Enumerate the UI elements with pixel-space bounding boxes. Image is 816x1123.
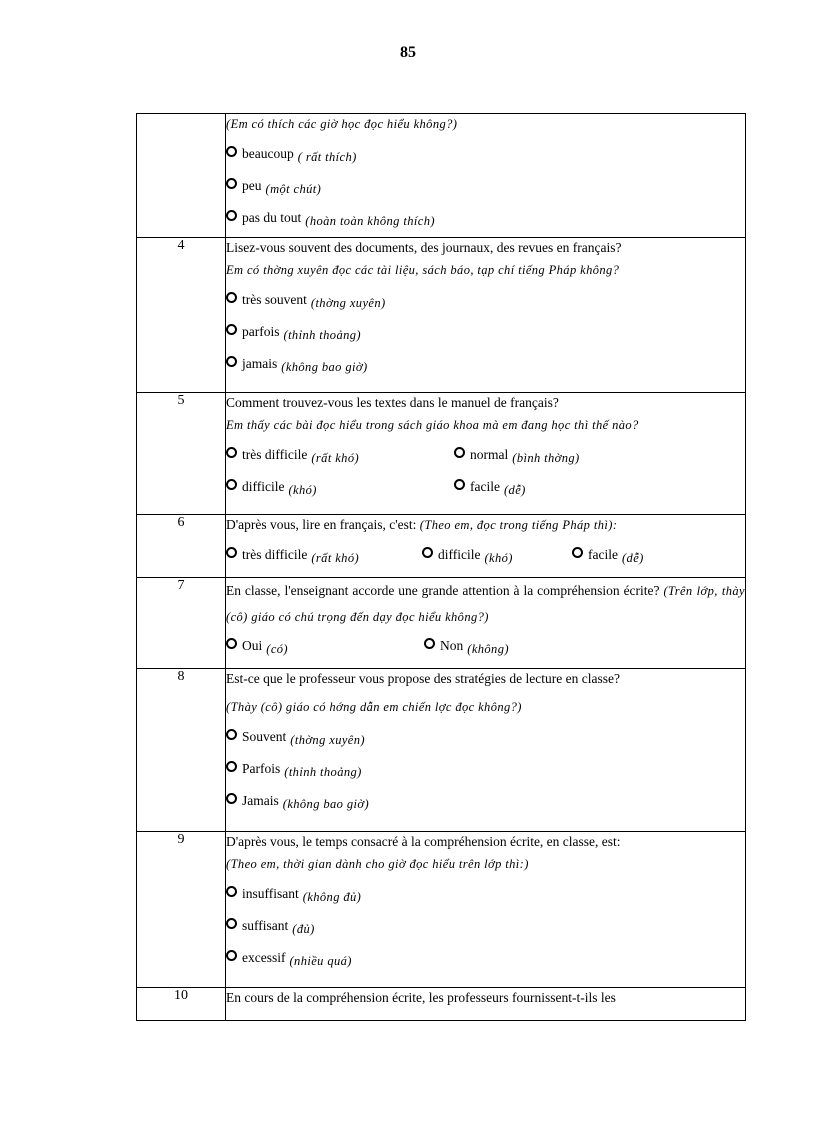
option[interactable] (226, 170, 745, 202)
option-vi: (đủ) (292, 921, 315, 936)
question-fr: En cours de la compréhension écrite, les professeurs fournissent-t-ils les (226, 990, 616, 1005)
radio-circle-icon (226, 729, 237, 740)
option[interactable] (226, 202, 745, 234)
option[interactable] (226, 439, 454, 471)
table-row (137, 988, 746, 1021)
option-vi: (dễ) (503, 482, 526, 497)
radio-circle-icon (226, 793, 237, 804)
option-fr: facile (588, 547, 618, 562)
option-vi: (nhiều quá) (289, 953, 352, 968)
option-fr: peu (242, 178, 262, 193)
radio-circle-icon (226, 146, 237, 157)
option-vi: (rất khó) (311, 450, 360, 465)
option-vi: (thỉnh thoảng) (283, 327, 361, 342)
table-row (137, 832, 746, 988)
option[interactable] (454, 471, 682, 503)
radio-circle-icon (424, 638, 435, 649)
question-cell (226, 114, 746, 238)
question-cell (226, 832, 746, 988)
option[interactable] (422, 547, 572, 563)
option-fr: Jamais (242, 793, 279, 808)
question-number: 9 (137, 832, 226, 988)
radio-circle-icon (226, 886, 237, 897)
question-number: 4 (137, 238, 226, 393)
option-vi: ( rất thích) (297, 149, 357, 164)
option[interactable] (226, 942, 745, 974)
option[interactable] (226, 910, 745, 942)
option[interactable] (226, 284, 745, 316)
radio-circle-icon (226, 356, 237, 367)
table-row (137, 578, 746, 669)
question-vi: Em có thờng xuyên đọc các tài liệu, sách báo, tạp chí tiếng Pháp không? (226, 263, 620, 277)
question-cell (226, 393, 746, 515)
option[interactable] (226, 471, 454, 503)
question-fr: D'après vous, lire en français, c'est: (226, 517, 417, 532)
radio-circle-icon (454, 479, 465, 490)
option-vi: (không) (467, 641, 509, 656)
radio-circle-icon (226, 178, 237, 189)
question-fr: D'après vous, le temps consacré à la compréhension écrite, en classe, est: (226, 834, 621, 849)
question-number: 7 (137, 578, 226, 669)
question-number: 8 (137, 669, 226, 832)
option-vi: (dễ) (621, 550, 644, 565)
question-vi: (Trên lớp, thày (cô) giáo có chú trọng đến dạy đọc hiểu không?) (226, 584, 745, 624)
option-fr: insuffisant (242, 886, 299, 901)
option-vi: (hoàn toàn không thích) (305, 213, 435, 228)
radio-circle-icon (226, 918, 237, 929)
question-vi: (Theo em, thời gian dành cho giờ đọc hiểu trên lớp thì:) (226, 857, 529, 871)
option[interactable] (226, 753, 745, 785)
option-fr: jamais (242, 356, 278, 371)
radio-circle-icon (422, 547, 433, 558)
question-line (226, 517, 745, 533)
option-fr: normal (470, 447, 509, 462)
radio-circle-icon (454, 447, 465, 458)
question-fr: Lisez-vous souvent des documents, des journaux, des revues en français? (226, 240, 622, 255)
option-fr: Parfois (242, 761, 281, 776)
question-fr: Est-ce que le professeur vous propose des stratégies de lecture en classe? (226, 671, 620, 686)
option[interactable] (226, 878, 745, 910)
option-vi: (một chút) (265, 181, 322, 196)
option-vi: (không bao giờ) (281, 359, 368, 374)
radio-circle-icon (226, 324, 237, 335)
option-vi: (có) (266, 641, 288, 656)
option-fr: Oui (242, 638, 263, 653)
option-fr: très difficile (242, 447, 308, 462)
table-row (137, 114, 746, 238)
radio-circle-icon (572, 547, 583, 558)
option[interactable] (424, 638, 509, 654)
option[interactable] (226, 316, 745, 348)
page-number: 85 (400, 44, 416, 61)
option[interactable] (572, 547, 644, 563)
table-row (137, 238, 746, 393)
table-row (137, 669, 746, 832)
option-row (226, 471, 745, 503)
radio-circle-icon (226, 547, 237, 558)
option[interactable] (454, 439, 682, 471)
option-fr: beaucoup (242, 146, 294, 161)
question-number: 5 (137, 393, 226, 515)
option-row (226, 439, 745, 471)
question-vi: (Theo em, đọc trong tiếng Pháp thì): (419, 518, 618, 532)
option[interactable] (226, 348, 745, 380)
option-fr: difficile (438, 547, 481, 562)
question-cell (226, 578, 746, 669)
question-cell (226, 238, 746, 393)
radio-circle-icon (226, 292, 237, 303)
option-row (226, 539, 745, 571)
radio-circle-icon (226, 638, 237, 649)
option-fr: Souvent (242, 729, 287, 744)
question-line (226, 578, 745, 630)
option-vi: (khó) (288, 482, 317, 497)
option[interactable] (226, 638, 424, 654)
option-fr: parfois (242, 324, 280, 339)
question-fr: Comment trouvez-vous les textes dans le manuel de français? (226, 395, 559, 410)
table-row (137, 393, 746, 515)
option-row (226, 630, 745, 662)
option-fr: très difficile (242, 547, 308, 562)
question-vi: Em thấy các bài đọc hiểu trong sách giáo khoa mà em đang học thì thế nào? (226, 418, 639, 432)
question-number (137, 114, 226, 238)
radio-circle-icon (226, 479, 237, 490)
question-cell (226, 515, 746, 578)
radio-circle-icon (226, 447, 237, 458)
option-vi: (không bao giờ) (282, 796, 370, 811)
option-fr: Non (440, 638, 464, 653)
option-vi: (thờng xuyên) (310, 295, 386, 310)
radio-circle-icon (226, 950, 237, 961)
radio-circle-icon (226, 210, 237, 221)
option[interactable] (226, 721, 745, 753)
question-vi: (Em có thích các giờ học đọc hiểu không?) (226, 117, 458, 131)
option-vi: (thỉnh thoảng) (284, 764, 362, 779)
option[interactable] (226, 547, 422, 563)
option[interactable] (226, 138, 745, 170)
table-row (137, 515, 746, 578)
option-vi: (khó) (484, 550, 513, 565)
survey-table (136, 113, 746, 1021)
question-cell (226, 988, 746, 1021)
option-fr: suffisant (242, 918, 289, 933)
option-vi: (rất khó) (311, 550, 360, 565)
question-fr: En classe, l'enseignant accorde une grande attention à la compréhension écrite? (226, 583, 660, 598)
option[interactable] (226, 785, 745, 817)
option-vi: (thờng xuyên) (290, 732, 365, 747)
option-vi: (bình thờng) (512, 450, 580, 465)
option-fr: facile (470, 479, 500, 494)
option-vi: (không đủ) (302, 889, 362, 904)
option-fr: difficile (242, 479, 285, 494)
question-number: 6 (137, 515, 226, 578)
question-cell (226, 669, 746, 832)
option-fr: très souvent (242, 292, 307, 307)
question-vi: (Thày (cô) giáo có hớng dẫn em chiến lợc đọc không?) (226, 700, 522, 714)
option-fr: excessif (242, 950, 286, 965)
option-fr: pas du tout (242, 210, 302, 225)
question-number: 10 (137, 988, 226, 1021)
radio-circle-icon (226, 761, 237, 772)
